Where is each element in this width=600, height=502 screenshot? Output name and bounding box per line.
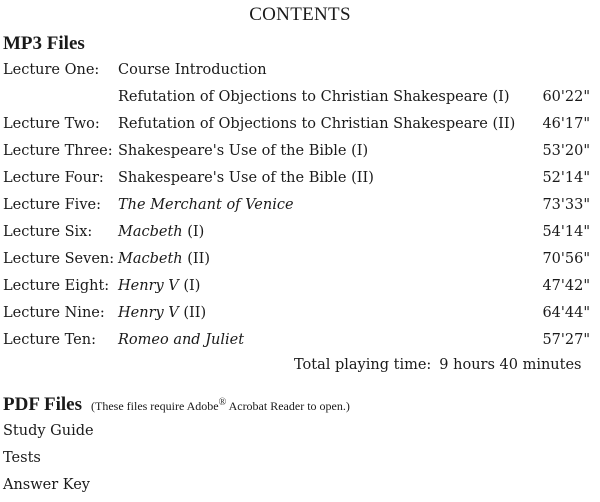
lecture-duration: 60'22" xyxy=(542,89,590,105)
lecture-title: Shakespeare's Use of the Bible (II) xyxy=(118,170,374,186)
lecture-label: Lecture Five: xyxy=(3,197,101,213)
lecture-row[interactable] xyxy=(0,274,600,301)
pdf-files-heading: PDF Files xyxy=(3,394,82,415)
lecture-duration: 54'14" xyxy=(542,224,590,240)
lecture-row[interactable] xyxy=(0,112,600,139)
lecture-duration: 47'42" xyxy=(542,278,590,294)
lecture-title: Macbeth (II) xyxy=(118,251,211,267)
lecture-list xyxy=(0,58,600,355)
mp3-files-heading: MP3 Files xyxy=(3,33,85,54)
lecture-title: Macbeth (I) xyxy=(118,224,205,240)
lecture-duration: 70'56" xyxy=(542,251,590,267)
pdf-item-answer-key[interactable]: Answer Key xyxy=(3,477,90,493)
pdf-requirement-note: (These files require Adobe® Acrobat Reader to open.) xyxy=(91,397,350,413)
lecture-label: Lecture Two: xyxy=(3,116,100,132)
total-playing-time-label: Total playing time: xyxy=(294,357,432,373)
lecture-label: Lecture Four: xyxy=(3,170,104,186)
pdf-file-list xyxy=(0,421,94,502)
pdf-item-tests[interactable]: Tests xyxy=(3,450,41,466)
lecture-title: The Merchant of Venice xyxy=(118,197,294,213)
lecture-duration: 64'44" xyxy=(542,305,590,321)
lecture-row[interactable] xyxy=(0,301,600,328)
lecture-label: Lecture Three: xyxy=(3,143,113,159)
lecture-title: Romeo and Juliet xyxy=(118,332,245,348)
lecture-label: Lecture Seven: xyxy=(3,251,115,267)
total-playing-time xyxy=(294,357,582,373)
lecture-row[interactable] xyxy=(0,328,600,355)
lecture-label: Lecture Eight: xyxy=(3,278,110,294)
lecture-row[interactable] xyxy=(0,247,600,274)
lecture-title: Henry V (II) xyxy=(118,305,207,321)
lecture-row[interactable] xyxy=(0,85,600,112)
lecture-row[interactable] xyxy=(0,139,600,166)
lecture-row[interactable] xyxy=(0,193,600,220)
lecture-row[interactable] xyxy=(0,220,600,247)
lecture-label: Lecture Ten: xyxy=(3,332,96,348)
lecture-title: Refutation of Objections to Christian Shakespeare (I) xyxy=(118,89,510,105)
lecture-duration: 46'17" xyxy=(542,116,590,132)
page-title: CONTENTS xyxy=(249,4,351,25)
lecture-duration: 53'20" xyxy=(542,143,590,159)
total-playing-time-value: 9 hours 40 minutes xyxy=(439,357,582,373)
lecture-duration: 52'14" xyxy=(542,170,590,186)
lecture-title: Shakespeare's Use of the Bible (I) xyxy=(118,143,369,159)
lecture-row[interactable] xyxy=(0,58,600,85)
lecture-row[interactable] xyxy=(0,166,600,193)
lecture-title: Course Introduction xyxy=(118,62,267,78)
pdf-item-study-guide[interactable]: Study Guide xyxy=(3,423,94,439)
lecture-duration: 73'33" xyxy=(542,197,590,213)
registered-mark: ® xyxy=(218,397,227,408)
lecture-label: Lecture One: xyxy=(3,62,100,78)
lecture-title: Henry V (I) xyxy=(118,278,201,294)
lecture-label: Lecture Six: xyxy=(3,224,93,240)
lecture-title: Refutation of Objections to Christian Shakespeare (II) xyxy=(118,116,516,132)
lecture-duration: 57'27" xyxy=(542,332,590,348)
lecture-label: Lecture Nine: xyxy=(3,305,105,321)
